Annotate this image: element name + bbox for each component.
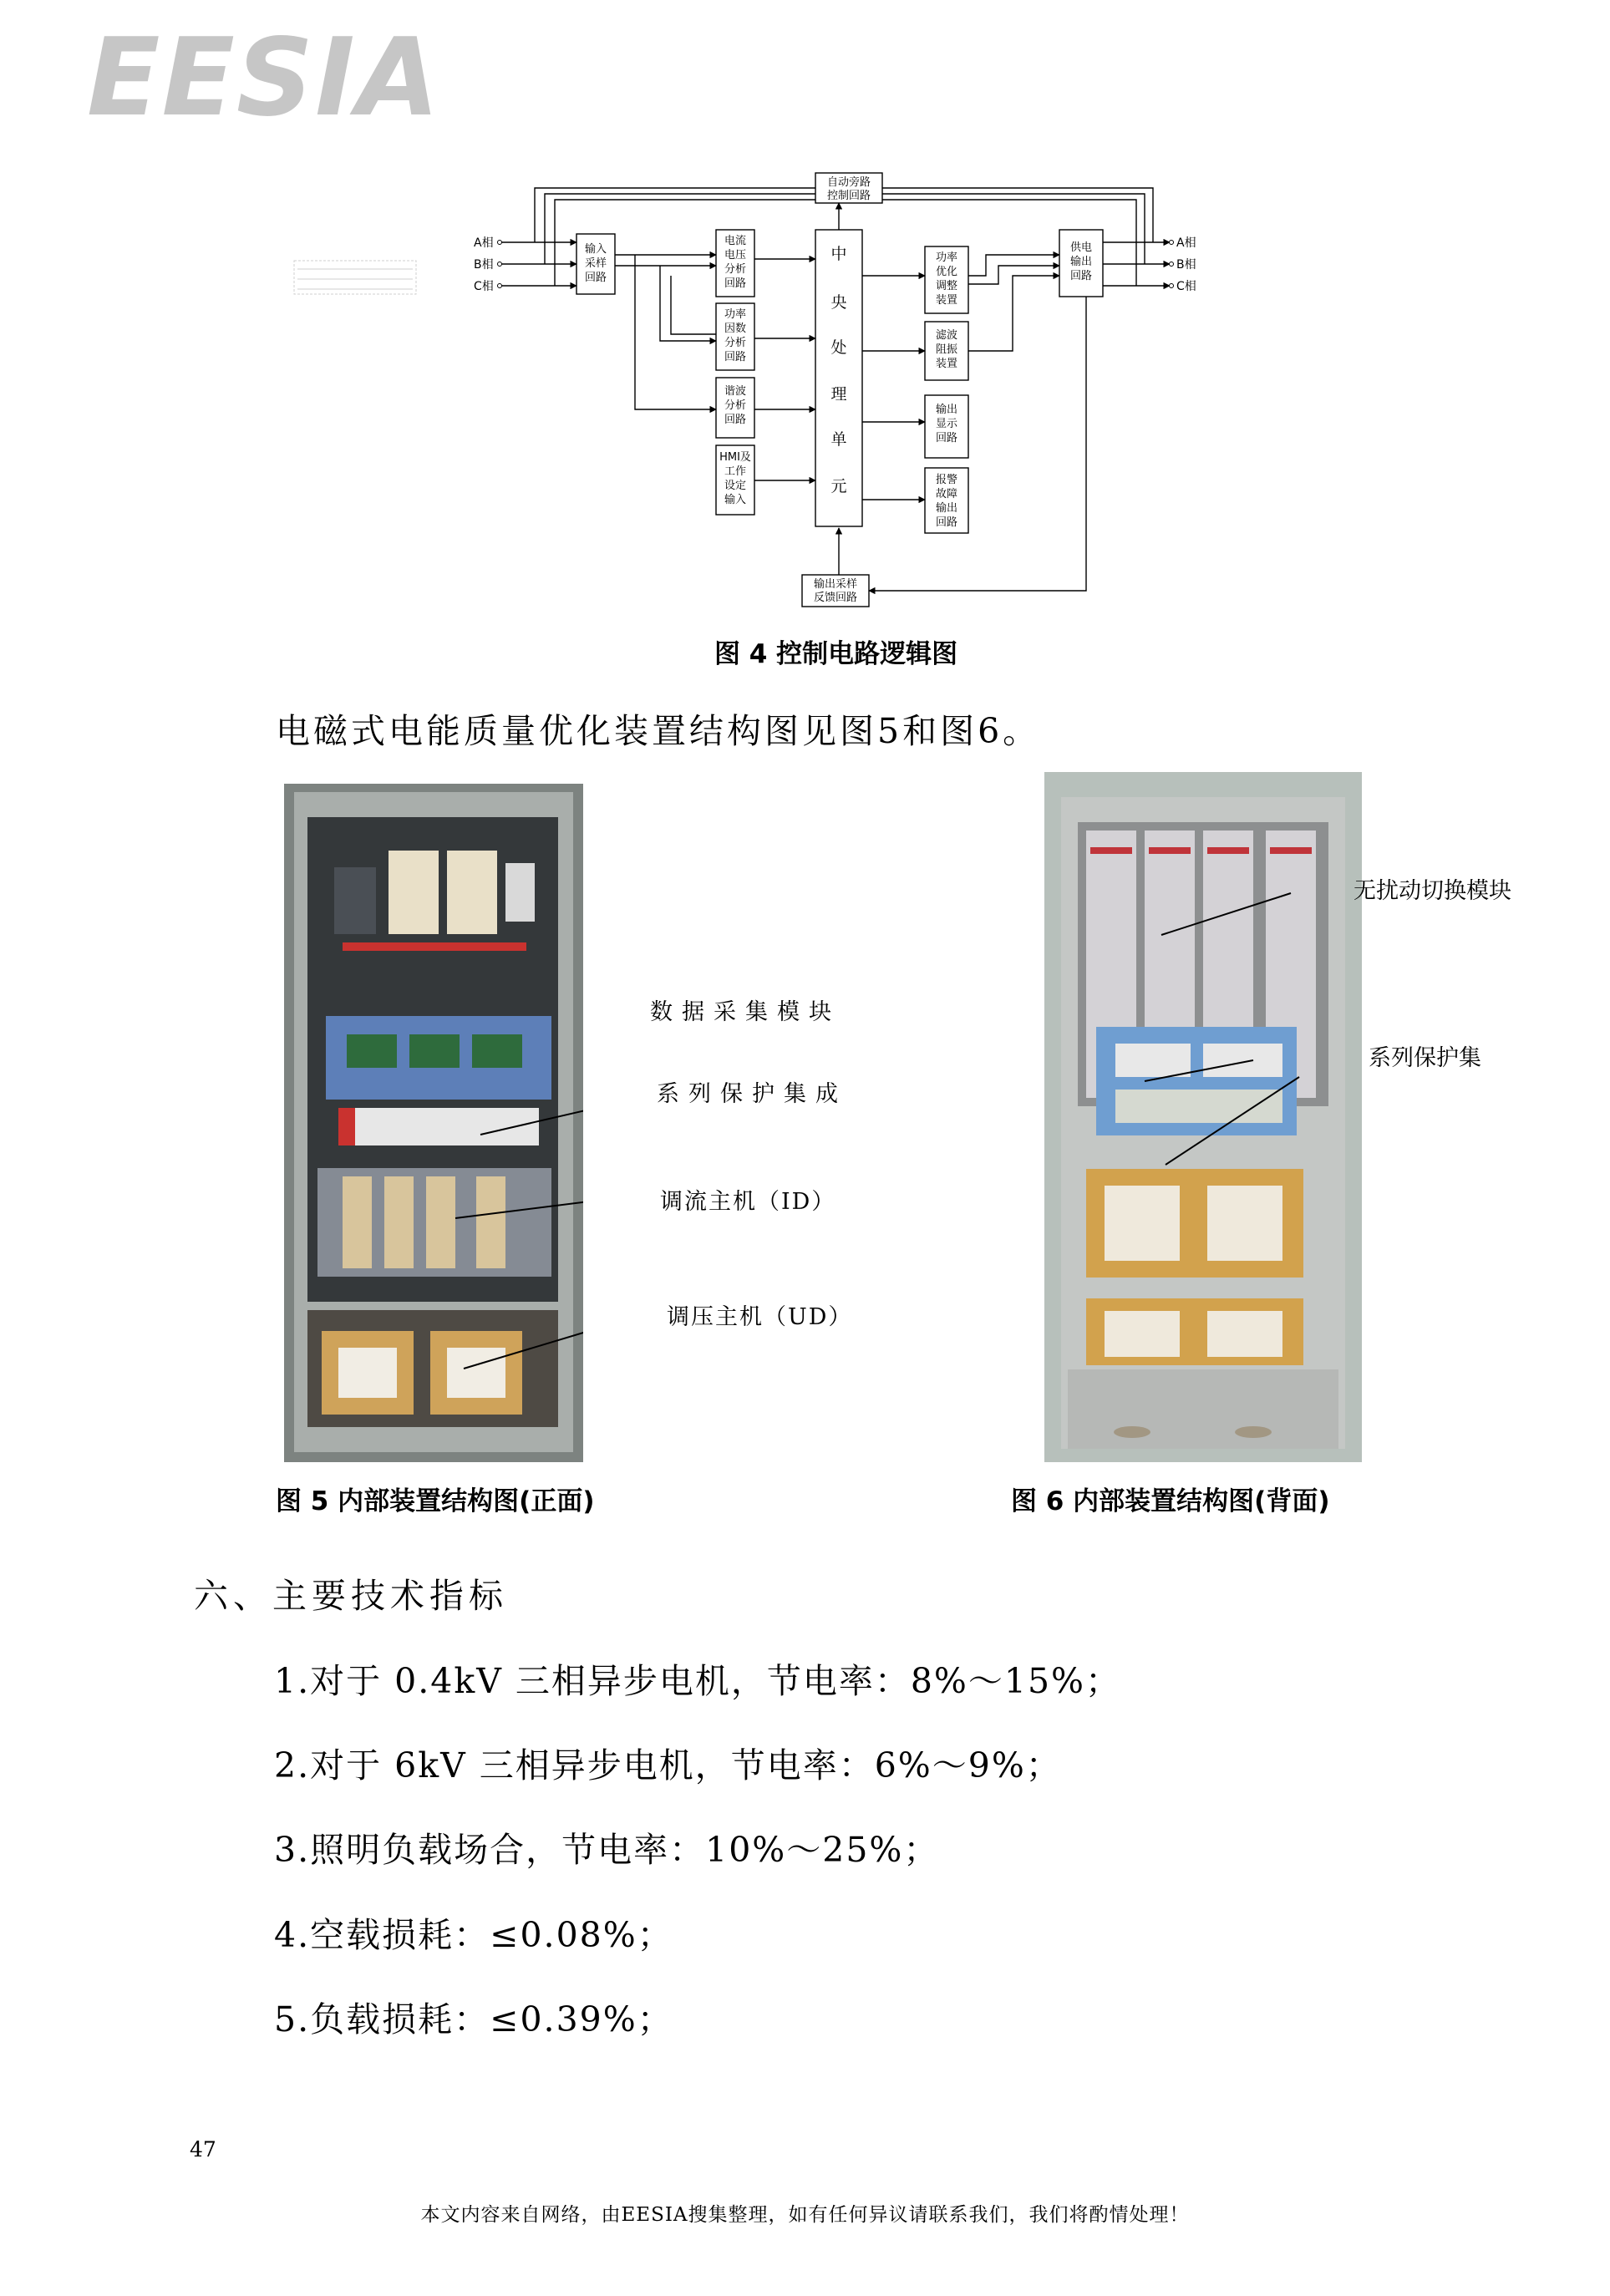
vc-analysis-label: 电压 <box>724 249 747 262</box>
bypass-label-1: 自动旁路 <box>826 176 871 189</box>
bypass-label-2: 控制回路 <box>826 190 871 202</box>
filter-label: 阻振 <box>935 343 958 356</box>
intro-paragraph: 电磁式电能质量优化装置结构图见图5和图6。 <box>276 711 1041 751</box>
figure-4-caption: 图 4 控制电路逻辑图 <box>714 639 958 669</box>
label-seamless-switch: 无扰动切换模块 <box>1354 878 1511 904</box>
pf-analysis-label: 因数 <box>724 323 747 335</box>
vc-analysis-label: 电流 <box>724 235 747 247</box>
phase-a-in: A相 <box>474 236 494 250</box>
supply-label: 输出 <box>1069 256 1093 268</box>
figure-6-caption: 图 6 内部装置结构图(背面) <box>1011 1486 1330 1516</box>
alarm-label: 输出 <box>935 502 958 515</box>
harmonic-label: 分析 <box>724 399 747 412</box>
input-sampling-label: 采样 <box>584 257 607 270</box>
cpu-label: 央 <box>830 293 847 312</box>
phase-b-out: B相 <box>1176 258 1196 272</box>
filter-label: 装置 <box>935 358 958 370</box>
filter-label: 滤波 <box>935 329 958 342</box>
cpu-label: 中 <box>830 245 847 263</box>
cpu-label: 元 <box>830 477 847 495</box>
figure-5-caption: 图 5 内部装置结构图(正面) <box>276 1486 595 1516</box>
display-label: 输出 <box>935 404 958 416</box>
pf-analysis-label: 功率 <box>724 308 747 321</box>
label-protection-set: 系列保护集 <box>1369 1045 1481 1071</box>
alarm-label: 回路 <box>935 516 958 529</box>
label-data-acquisition: 数据采集模块 <box>650 999 841 1025</box>
label-current-host: 调流主机（ID） <box>660 1189 836 1215</box>
section-heading: 六、主要技术指标 <box>194 1576 508 1616</box>
feedback-label: 反馈回路 <box>813 592 858 604</box>
display-label: 回路 <box>935 432 958 444</box>
opt-label: 装置 <box>935 294 958 307</box>
hmi-label: 工作 <box>724 465 747 478</box>
hmi-label: HMI及 <box>719 451 751 464</box>
spec-item: 2.对于 6kV 三相异步电机，节电率：6%～9%； <box>274 1745 1062 1785</box>
alarm-label: 故障 <box>935 488 958 500</box>
spec-item: 3.照明负载场合，节电率：10%～25%； <box>274 1830 940 1870</box>
vc-analysis-label: 回路 <box>724 277 747 290</box>
phase-c-out: C相 <box>1176 280 1196 293</box>
display-label: 显示 <box>935 418 958 430</box>
opt-label: 功率 <box>935 251 958 264</box>
spec-item: 4.空载损耗：≤0.08%； <box>274 1915 673 1955</box>
footer-disclaimer: 本文内容来自网络，由EESIA搜集整理，如有任何异议请联系我们，我们将酌情处理！ <box>420 2204 1190 2226</box>
hmi-label: 输入 <box>724 494 747 506</box>
hmi-label: 设定 <box>724 480 747 492</box>
alarm-label: 报警 <box>935 474 958 486</box>
page-number: 47 <box>190 2137 216 2161</box>
spec-item: 5.负载损耗：≤0.39%； <box>274 1999 673 2039</box>
label-voltage-host: 调压主机（UD） <box>667 1304 853 1330</box>
spec-item: 1.对于 0.4kV 三相异步电机，节电率：8%～15%； <box>274 1661 1122 1701</box>
phase-c-in: C相 <box>474 280 494 293</box>
phase-a-out: A相 <box>1176 236 1196 250</box>
cpu-label: 理 <box>830 385 847 404</box>
eesia-logo: EESIA <box>87 16 441 140</box>
pf-analysis-label: 分析 <box>724 337 747 349</box>
phase-b-in: B相 <box>474 258 494 272</box>
control-logic-diagram <box>276 163 1220 622</box>
cpu-label: 处 <box>830 338 847 357</box>
harmonic-label: 回路 <box>724 414 747 426</box>
label-protection-integration: 系列保护集成 <box>657 1081 847 1107</box>
input-sampling-label: 输入 <box>584 243 607 256</box>
harmonic-label: 谐波 <box>724 385 747 398</box>
pf-analysis-label: 回路 <box>724 351 747 363</box>
supply-label: 供电 <box>1069 241 1093 254</box>
opt-label: 优化 <box>935 266 958 278</box>
figure-6-cabinet-back-photo <box>1044 772 1362 1462</box>
supply-label: 回路 <box>1069 270 1093 282</box>
input-sampling-label: 回路 <box>584 272 607 284</box>
feedback-label: 输出采样 <box>813 578 858 591</box>
thumbnail-graphic <box>294 261 416 294</box>
opt-label: 调整 <box>935 280 958 292</box>
figure-5-cabinet-front-photo <box>284 784 583 1462</box>
cpu-label: 单 <box>830 430 847 449</box>
vc-analysis-label: 分析 <box>724 263 747 276</box>
